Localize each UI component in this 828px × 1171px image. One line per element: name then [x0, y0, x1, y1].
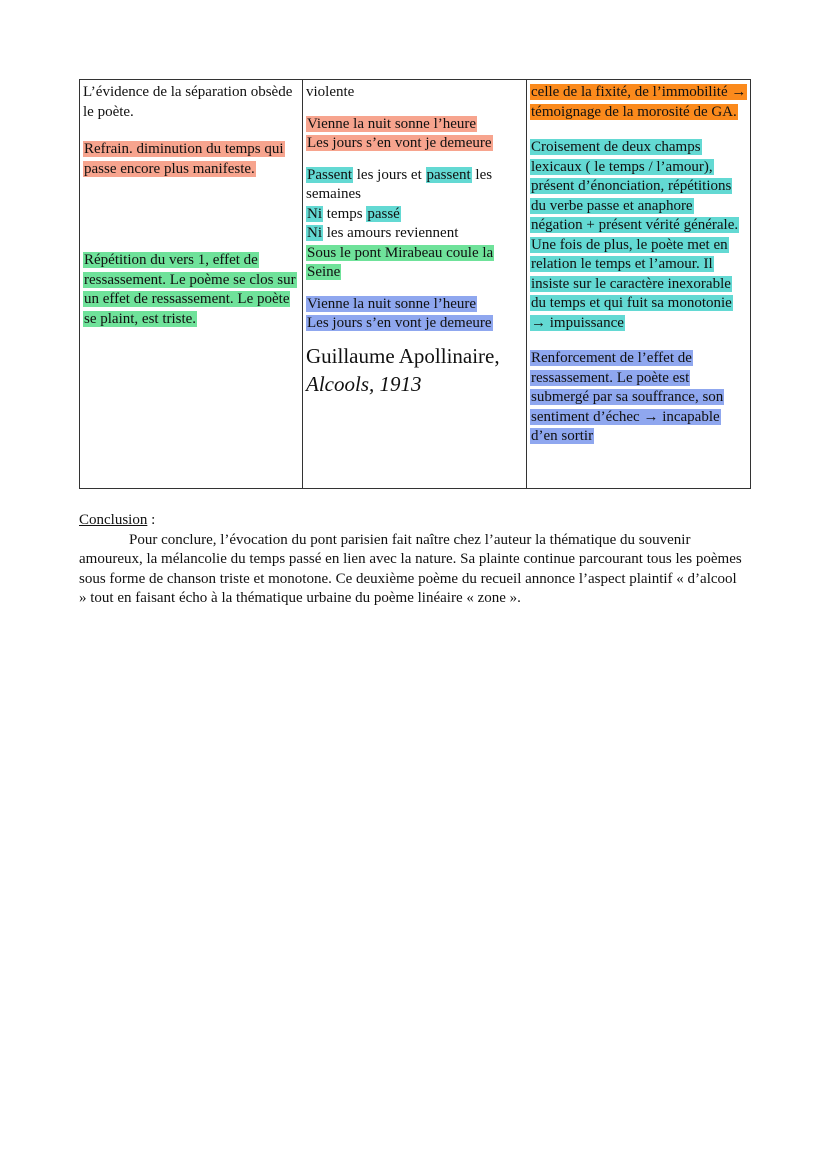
poem-collection: Alcools, 1913 — [306, 371, 422, 396]
refrain-line: Les jours s’en vont je demeure — [307, 315, 492, 331]
poem-author: Guillaume Apollinaire, — [306, 343, 500, 368]
reinforcement-note: Renforcement de l’effet de ressassement. Le poète est submergé par sa souffrance, son sentiment d’échec → incapable d’en sortir — [531, 350, 724, 444]
refrain-line: Vienne la nuit sonne l’heure — [307, 295, 477, 312]
conclusion-text: Pour conclure, l’évocation du pont parisien fait naître chez l’auteur la thématique du souvenir amoureux, la mélancolie du temps passé en lien avec la nature. Sa plainte continue parcourant tous les poèmes sous forme de chanson triste et monotone. Ce deuxième poème du recueil annonce l’aspect plaintif « d’alcool » tout en faisant écho à la thématique urbaine du poème linéaire « zone ». — [79, 531, 742, 606]
ni-highlight: Ni — [307, 205, 322, 222]
analysis-table — [79, 79, 751, 489]
poem-verse-temps: Ni temps passé — [307, 205, 400, 222]
ni-highlight: Ni — [307, 225, 322, 241]
commentary-column — [80, 80, 303, 489]
analysis-column — [527, 80, 751, 489]
conclusion-heading: Conclusion : — [79, 512, 156, 528]
refrain-line: Vienne la nuit sonne l’heure — [307, 115, 477, 132]
crossing-note: Croisement de deux champs lexicaux ( le temps / l’amour), présent d’énonciation, répétitions du verbe passe et anaphore négation + présent vérité générale. Une fois de plus, le poète met en relation le temps et l’amour. Il insiste sur le caractère inexorable du temps et qui fuit sa monotonie → impuissance — [531, 139, 739, 331]
refrain-line: Les jours s’en vont je demeure — [307, 135, 492, 151]
repetition-note: Répétition du vers 1, effet de ressassement. Le poème se clos sur un effet de ressassement. Le poète se plaint, est triste. — [84, 252, 296, 327]
passent-highlight: Passent — [307, 166, 352, 183]
conclusion-title: Conclusion — [79, 512, 148, 528]
passe-highlight: passé — [367, 205, 400, 222]
poem-column — [303, 80, 527, 489]
refrain-note: Refrain. diminution du temps qui passe encore plus manifeste. — [84, 141, 284, 177]
intro-note: L’évidence de la séparation obsède le poète. — [83, 84, 293, 120]
table-row — [80, 80, 751, 489]
poem-word-violente: violente — [306, 84, 355, 100]
conclusion-section — [79, 511, 747, 609]
poem-verse-amours: Ni les amours reviennent — [307, 225, 459, 241]
poem-verse-passent: Passent les jours et passent les semaines — [306, 166, 493, 202]
pont-verse: Sous le pont Mirabeau coule la Seine — [307, 244, 494, 280]
fixity-note: celle de la fixité, de l’immobilité → témoignage de la morosité de GA. — [531, 84, 747, 120]
passent-highlight: passent — [426, 166, 471, 183]
